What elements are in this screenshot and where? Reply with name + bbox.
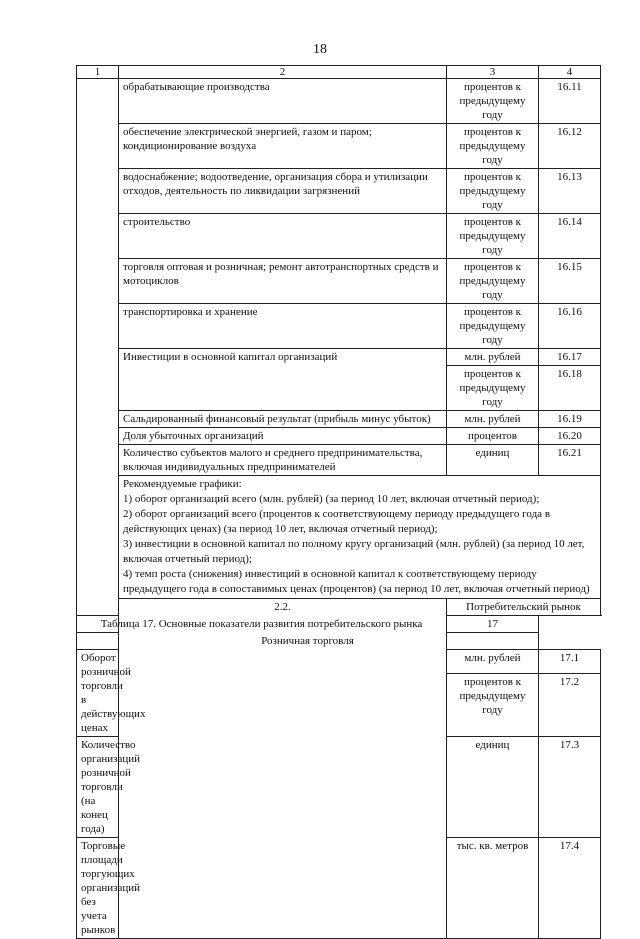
- indicator-unit: процентов к предыдущему году: [447, 673, 539, 736]
- table-row: [77, 411, 601, 428]
- table-row: [77, 616, 601, 633]
- indicator-name: транспортировка и хранение: [119, 304, 447, 349]
- recommended-chart-item: 4) темп роста (снижения) инвестиций в основной капитал к соответствующему периоду предыдущего года в сопоставимых ценах (процентов) (за период 10 лет, включая отчетный период): [123, 568, 590, 595]
- table-row: [77, 428, 601, 445]
- indicator-unit: процентов к предыдущему году: [447, 169, 539, 214]
- recommended-chart-item: 3) инвестиции в основной капитал по полному кругу организаций (млн. рублей) (за период 10 лет, включая отчетный период);: [123, 538, 585, 565]
- table-row: [77, 349, 601, 366]
- table-caption-code: 17: [447, 616, 539, 633]
- indicator-code: 17.4: [539, 838, 601, 939]
- indicator-name: Количество организаций розничной торговли (на конец года): [77, 737, 119, 838]
- indicator-code: 16.15: [539, 259, 601, 304]
- indicator-name: Инвестиции в основной капитал организаций: [119, 349, 447, 411]
- indicator-unit: млн. рублей: [447, 411, 539, 428]
- indicator-name: Оборот розничной торговли в действующих ценах: [77, 650, 119, 737]
- indicator-code: 16.16: [539, 304, 601, 349]
- indicator-unit: единиц: [447, 737, 539, 838]
- indicator-code: 17.2: [539, 673, 601, 736]
- indicator-code: 16.21: [539, 445, 601, 476]
- indicator-code: 16.12: [539, 124, 601, 169]
- indicator-code: 16.17: [539, 349, 601, 366]
- indicator-code: 16.20: [539, 428, 601, 445]
- column-header: 1: [77, 66, 119, 79]
- indicator-name: Количество субъектов малого и среднего предпринимательства, включая индивидуальных предпринимателей: [119, 445, 447, 476]
- indicator-unit: процентов к предыдущему году: [447, 124, 539, 169]
- table-row: [77, 79, 601, 124]
- column-header: 4: [539, 66, 601, 79]
- indicator-name: обеспечение электрической энергией, газом и паром; кондиционирование воздуха: [119, 124, 447, 169]
- indicator-name: обрабатывающие производства: [119, 79, 447, 124]
- recommended-charts-title: Рекомендуемые графики:: [123, 478, 242, 490]
- table-row: [77, 476, 601, 599]
- indicator-unit: процентов к предыдущему году: [447, 304, 539, 349]
- column-header: 3: [447, 66, 539, 79]
- indicator-name: торговля оптовая и розничная; ремонт автотранспортных средств и мотоциклов: [119, 259, 447, 304]
- table-row: [77, 124, 601, 169]
- indicator-unit: процентов к предыдущему году: [447, 79, 539, 124]
- indicator-name: Торговые площади торгующих организаций без учета рынков: [77, 838, 119, 939]
- indicator-unit: млн. рублей: [447, 650, 539, 674]
- indicator-code: 16.18: [539, 366, 601, 411]
- section-title: Потребительский рынок: [447, 599, 601, 616]
- indicator-unit: процентов к предыдущему году: [447, 366, 539, 411]
- table-row: [77, 633, 601, 650]
- section-number-cell: [77, 79, 119, 616]
- indicator-name: водоснабжение; водоотведение, организация сбора и утилизации отходов, деятельность по ликвидации загрязнений: [119, 169, 447, 214]
- indicator-name: Сальдированный финансовый результат (прибыль минус убыток): [119, 411, 447, 428]
- table-caption: Таблица 17. Основные показатели развития потребительского рынка: [77, 616, 447, 633]
- indicator-unit: процентов: [447, 428, 539, 445]
- table-row: [77, 599, 601, 616]
- section-number: 2.2.: [119, 599, 447, 939]
- subsection-title: Розничная торговля: [77, 633, 539, 650]
- indicator-unit: процентов к предыдущему году: [447, 259, 539, 304]
- indicator-unit: тыс. кв. метров: [447, 838, 539, 939]
- indicators-table: [76, 65, 601, 939]
- indicator-code: 16.19: [539, 411, 601, 428]
- table-row: [77, 214, 601, 259]
- column-header-row: [77, 66, 601, 79]
- table-row: [77, 259, 601, 304]
- table-row: [77, 304, 601, 349]
- indicator-name: строительство: [119, 214, 447, 259]
- indicator-unit: единиц: [447, 445, 539, 476]
- indicator-code: 17.1: [539, 650, 601, 674]
- indicator-name: Доля убыточных организаций: [119, 428, 447, 445]
- indicator-unit: процентов к предыдущему году: [447, 214, 539, 259]
- indicator-code: 17.3: [539, 737, 601, 838]
- indicator-code: 16.13: [539, 169, 601, 214]
- recommended-chart-item: 1) оборот организаций всего (млн. рублей) (за период 10 лет, включая отчетный период);: [123, 493, 540, 505]
- column-header: 2: [119, 66, 447, 79]
- table-row: [77, 445, 601, 476]
- recommended-chart-item: 2) оборот организаций всего (процентов к соответствующему периоду предыдущего года в действующих ценах) (за период 10 лет, включая отчетный период);: [123, 508, 551, 535]
- indicator-code: 16.11: [539, 79, 601, 124]
- table-row: [77, 169, 601, 214]
- indicator-code: 16.14: [539, 214, 601, 259]
- indicator-unit: млн. рублей: [447, 349, 539, 366]
- page-number: 18: [313, 42, 327, 57]
- recommended-charts-note: [119, 476, 601, 599]
